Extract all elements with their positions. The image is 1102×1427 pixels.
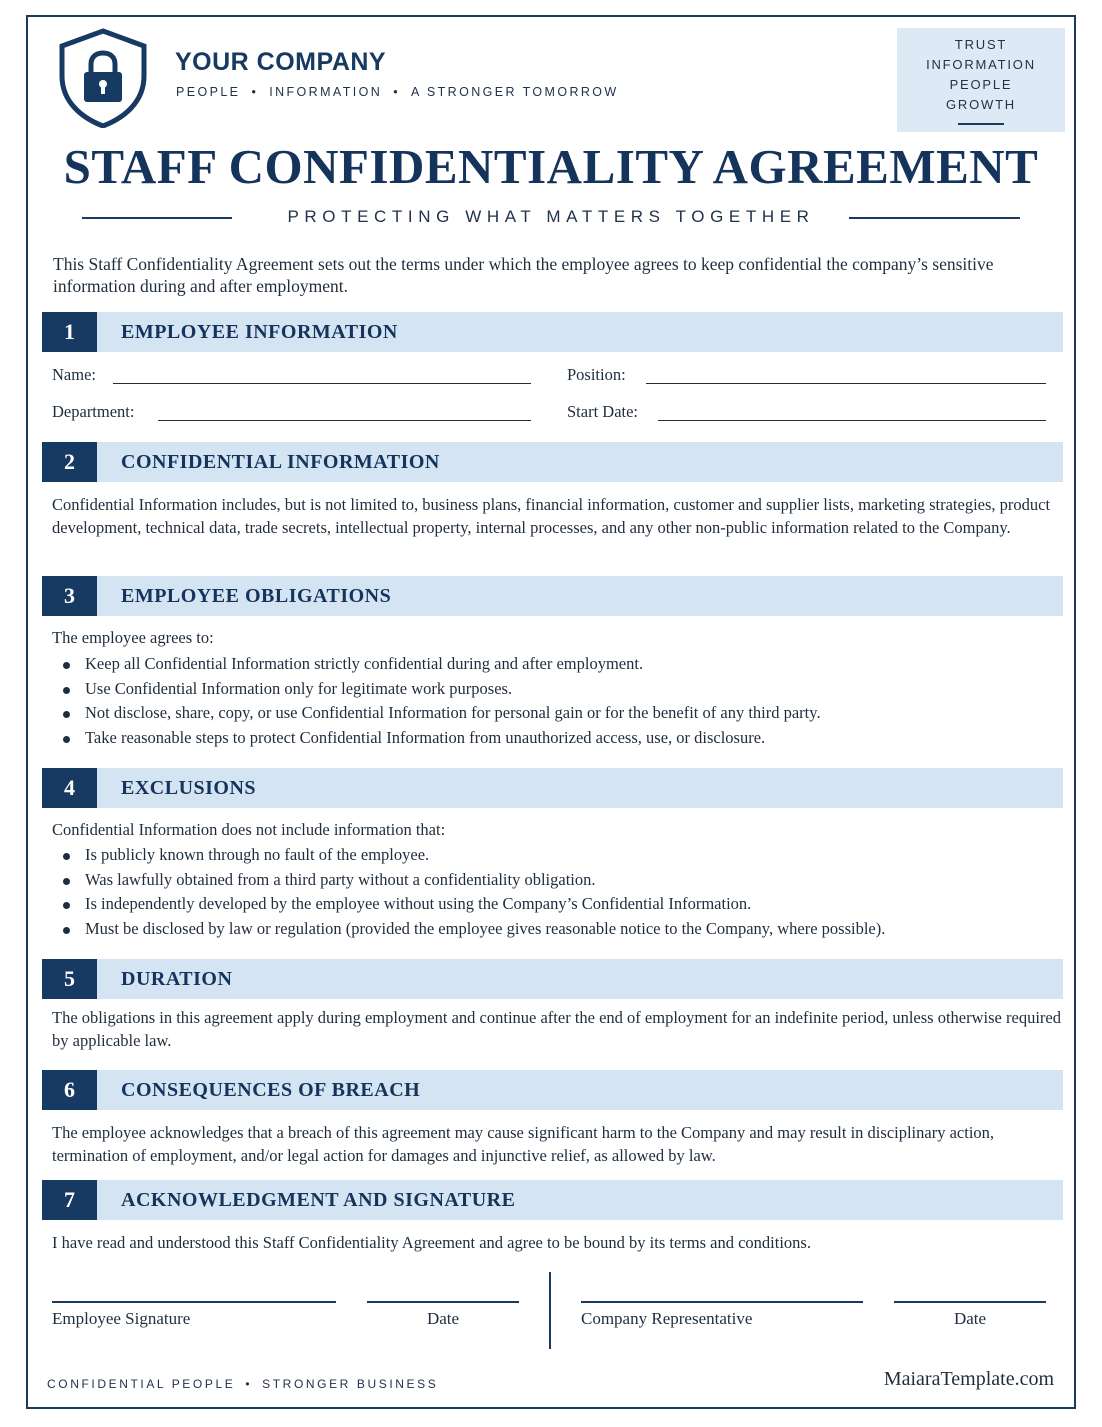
list-item: Not disclose, share, copy, or use Confidential Information for personal gain or for the benefit of any third party.: [52, 701, 1062, 726]
section-header-consequences-of-breach: [42, 1070, 1063, 1110]
section-number: 7: [42, 1180, 97, 1220]
section-lead: The employee agrees to:: [52, 628, 214, 647]
values-box: [897, 28, 1065, 132]
list-item: Use Confidential Information only for legitimate work purposes.: [52, 677, 1062, 702]
name-label: Name:: [52, 365, 96, 384]
section-number: 2: [42, 442, 97, 482]
list-item: Must be disclosed by law or regulation (provided the employee gives reasonable notice to the Company, where possible).: [52, 917, 1062, 942]
document-subtitle: PROTECTING WHAT MATTERS TOGETHER: [287, 207, 815, 226]
start-date-field[interactable]: [658, 420, 1046, 421]
employee-signature-field[interactable]: [52, 1301, 336, 1303]
section-header-acknowledgment-and-signature: [42, 1180, 1063, 1220]
document-title: STAFF CONFIDENTIALITY AGREEMENT: [63, 139, 1039, 194]
section-title: CONSEQUENCES OF BREACH: [121, 1079, 421, 1101]
obligations-list: [52, 652, 1062, 750]
list-item: Take reasonable steps to protect Confidential Information from unauthorized access, use, or disclosure.: [52, 726, 1062, 751]
company-representative-field[interactable]: [581, 1301, 863, 1303]
value-item: INFORMATION: [926, 57, 1036, 72]
section-text: Confidential Information includes, but is not limited to, business plans, financial information, customer and supplier lists, marketing strategies, product development, technical data, trade secrets, intellectual property, internal processes, and any other non-public information related to the Company.: [52, 495, 1051, 537]
shield-lock-icon: [58, 28, 148, 128]
section-title: DURATION: [121, 968, 233, 990]
divider: [549, 1272, 551, 1349]
section-title: ACKNOWLEDGMENT AND SIGNATURE: [121, 1189, 516, 1211]
section-title: EXCLUSIONS: [121, 777, 257, 799]
value-item: PEOPLE: [949, 77, 1013, 92]
section-number: 1: [42, 312, 97, 352]
section-title: EMPLOYEE INFORMATION: [121, 321, 398, 343]
footer-website: MaiaraTemplate.com: [883, 1368, 1054, 1390]
section-number: 6: [42, 1070, 97, 1110]
list-item: Keep all Confidential Information strictly confidential during and after employment.: [52, 652, 1062, 677]
department-field[interactable]: [158, 420, 531, 421]
list-item: Is publicly known through no fault of the employee.: [52, 843, 1062, 868]
section-number: 4: [42, 768, 97, 808]
section-header-exclusions: [42, 768, 1063, 808]
employee-date-field[interactable]: [367, 1301, 519, 1303]
value-item: TRUST: [954, 37, 1008, 52]
list-item: Was lawfully obtained from a third party without a confidentiality obligation.: [52, 868, 1062, 893]
section-header-confidential-information: [42, 442, 1063, 482]
employee-signature-label: Employee Signature: [52, 1309, 191, 1328]
section-text: I have read and understood this Staff Confidentiality Agreement and agree to be bound by its terms and conditions.: [52, 1233, 811, 1252]
section-text: The employee acknowledges that a breach of this agreement may cause significant harm to the Company and may result in disciplinary action, termination of employment, and/or legal action for damages and injunctive relief, as allowed by law.: [52, 1123, 995, 1165]
section-title: EMPLOYEE OBLIGATIONS: [121, 585, 392, 607]
section-number: 5: [42, 959, 97, 999]
section-number: 3: [42, 576, 97, 616]
position-label: Position:: [567, 365, 626, 384]
position-field[interactable]: [646, 383, 1046, 384]
divider: [958, 123, 1004, 125]
section-header-employee-information: [42, 312, 1063, 352]
exclusions-list: [52, 843, 1062, 941]
company-name: YOUR COMPANY: [175, 48, 387, 76]
start-date-label: Start Date:: [567, 402, 639, 421]
divider: [849, 217, 1020, 219]
section-title: CONFIDENTIAL INFORMATION: [121, 451, 440, 473]
section-text: The obligations in this agreement apply during employment and continue after the end of employment for an indefinite period, unless otherwise required by applicable law.: [52, 1008, 1061, 1050]
company-date-label: Date: [953, 1309, 987, 1328]
list-item: Is independently developed by the employee without using the Company’s Confidential Information.: [52, 892, 1062, 917]
footer-tagline: CONFIDENTIAL PEOPLE • STRONGER BUSINESS: [47, 1377, 439, 1391]
section-header-employee-obligations: [42, 576, 1063, 616]
employee-date-label: Date: [426, 1309, 460, 1328]
company-date-field[interactable]: [894, 1301, 1046, 1303]
intro-paragraph: This Staff Confidentiality Agreement sets out the terms under which the employee agrees to keep confidential the company’s sensitive information during and after employment.: [53, 254, 994, 296]
department-label: Department:: [52, 402, 135, 421]
section-lead: Confidential Information does not include information that:: [52, 820, 446, 839]
company-representative-label: Company Representative: [581, 1309, 753, 1328]
name-field[interactable]: [113, 383, 531, 384]
value-item: GROWTH: [945, 97, 1016, 112]
section-header-duration: [42, 959, 1063, 999]
company-tagline: PEOPLE • INFORMATION • A STRONGER TOMORROW: [176, 85, 619, 99]
